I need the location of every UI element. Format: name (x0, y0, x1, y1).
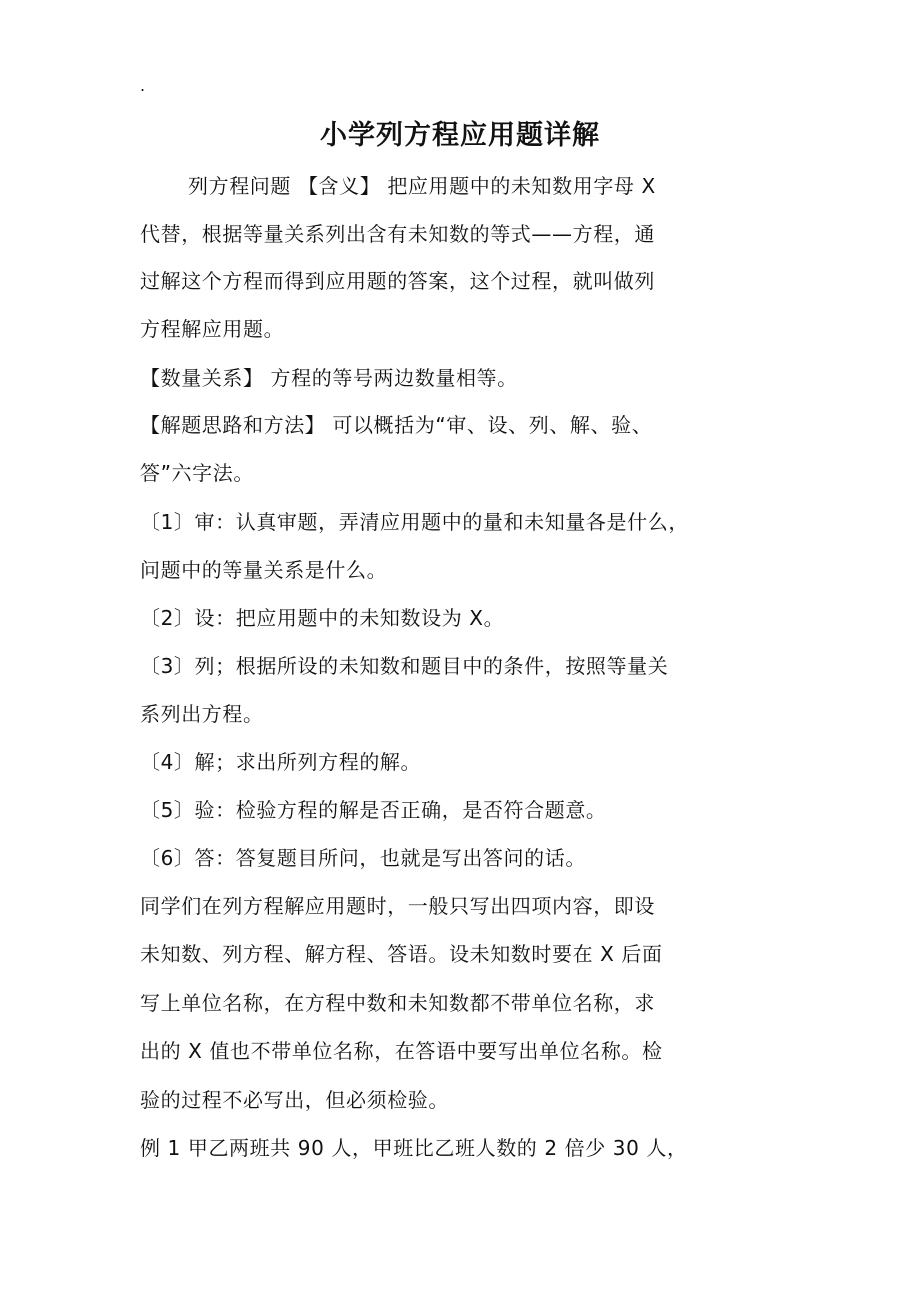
text-line: 出的 X 值也不带单位名称，在答语中要写出单位名称。检 (140, 1039, 663, 1063)
text-line: 同学们在列方程解应用题时，一般只写出四项内容，即设 (140, 894, 655, 918)
text-line: 〔1〕审：认真审题，弄清应用题中的量和未知量各是什么， (140, 510, 689, 534)
text-line: 【数量关系】 方程的等号两边数量相等。 (140, 366, 518, 390)
text-line: 代替，根据等量关系列出含有未知数的等式——方程，通 (140, 222, 655, 246)
text-line: 〔4〕解；求出所列方程的解。 (140, 750, 422, 774)
page-title: 小学列方程应用题详解 (320, 120, 600, 151)
text-line: 〔3〕列；根据所设的未知数和题目中的条件，按照等量关 (140, 654, 669, 678)
text-line: 方程解应用题。 (140, 317, 285, 341)
text-line: 〔2〕设：把应用题中的未知数设为 X。 (140, 606, 505, 630)
text-line: 〔6〕答：答复题目所问，也就是写出答问的话。 (140, 846, 586, 870)
text-line: 系列出方程。 (140, 702, 264, 726)
text-line: 写上单位名称，在方程中数和未知数都不带单位名称，求 (140, 991, 655, 1015)
text-line: 过解这个方程而得到应用题的答案，这个过程，就叫做列 (140, 269, 655, 293)
text-line: 例 1 甲乙两班共 90 人，甲班比乙班人数的 2 倍少 30 人， (140, 1136, 688, 1160)
text-line: 验的过程不必写出，但必须检验。 (140, 1088, 449, 1112)
text-line: 〔5〕验：检验方程的解是否正确，是否符合题意。 (140, 798, 607, 822)
text-line: 【解题思路和方法】 可以概括为“审、设、列、解、验、 (140, 413, 653, 437)
text-line: 未知数、列方程、解方程、答语。设未知数时要在 X 后面 (140, 942, 663, 966)
text-line: 答”六字法。 (140, 461, 254, 485)
text-line: 列方程问题 【含义】 把应用题中的未知数用字母 X (188, 174, 656, 198)
text-line: 问题中的等量关系是什么。 (140, 558, 388, 582)
page-mark: . (140, 76, 146, 95)
